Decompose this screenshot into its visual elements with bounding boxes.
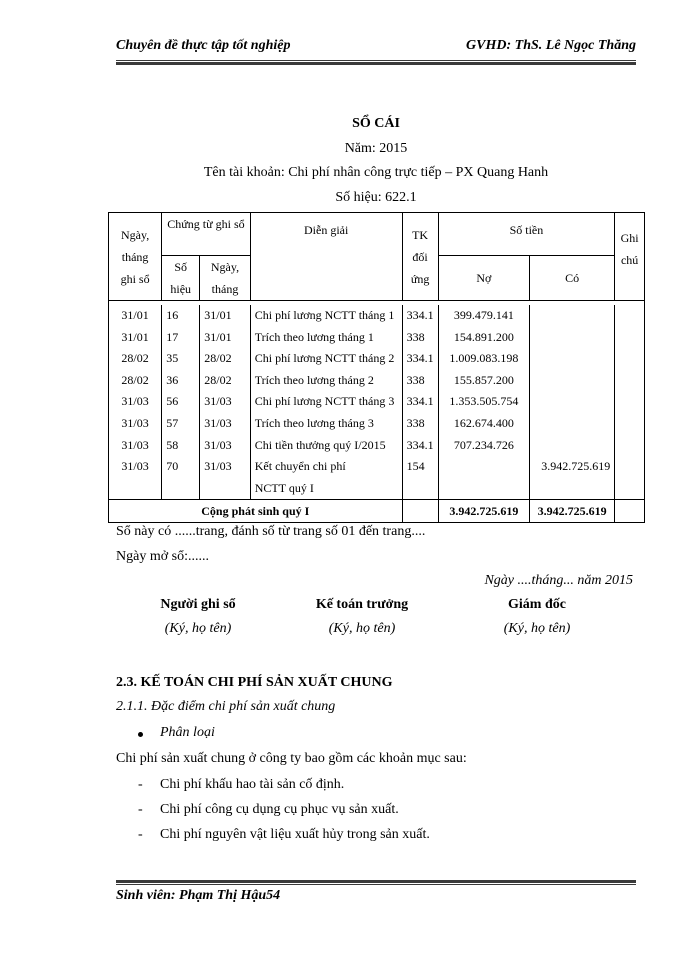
row-note: [615, 391, 645, 413]
col-voucher-date-header: Ngày, tháng: [200, 256, 251, 301]
row-voucher-date: 28/02: [200, 370, 251, 392]
row-date: 31/01: [109, 327, 162, 349]
row-date: 31/03: [109, 391, 162, 413]
col-voucher-header: Chứng từ ghi sổ: [162, 213, 251, 256]
row-debit: [438, 456, 529, 478]
signature-director: [447, 597, 627, 637]
row-tk: 334.1: [402, 348, 438, 370]
row-debit: 155.857.200: [438, 370, 529, 392]
row-description: Trích theo lương tháng 1: [250, 327, 402, 349]
table-row: [109, 327, 645, 349]
row-debit: 399.479.141: [438, 305, 529, 327]
col-desc-header: Diễn giải: [250, 213, 402, 301]
row-date: 31/03: [109, 456, 162, 478]
row-debit: 707.234.726: [438, 435, 529, 457]
total-label: Cộng phát sinh quý I: [109, 500, 403, 523]
table-row: [109, 348, 645, 370]
col-credit-header: Có: [530, 256, 615, 301]
row-voucher-no: 57: [162, 413, 200, 435]
header-left: Chuyên đề thực tập tốt nghiệp: [116, 38, 291, 53]
row-description: Chi phí lương NCTT tháng 3: [250, 391, 402, 413]
row-note: [615, 456, 645, 478]
ledger-account-no: Số hiệu: 622.1: [335, 190, 417, 205]
ledger-body: [109, 305, 645, 500]
row-voucher-no: 17: [162, 327, 200, 349]
table-row: [109, 435, 645, 457]
signature-title: Người ghi sổ: [160, 597, 236, 612]
row-debit: 1.353.505.754: [438, 391, 529, 413]
section-heading: 2.3. KẾ TOÁN CHI PHÍ SẢN XUẤT CHUNG: [116, 675, 393, 690]
list-item: Chi phí khấu hao tài sản cố định.: [160, 777, 345, 792]
footer-rule-thin: [116, 884, 636, 885]
col-voucher-no-header: Số hiệu: [162, 256, 200, 301]
row-voucher-no: 35: [162, 348, 200, 370]
row-date: 28/02: [109, 370, 162, 392]
row-tk: 334.1: [402, 435, 438, 457]
row-date: 31/01: [109, 305, 162, 327]
bullet-icon: [138, 732, 143, 737]
list-item: Chi phí công cụ dụng cụ phục vụ sản xuất.: [160, 802, 399, 817]
signature-sub: (Ký, họ tên): [164, 621, 232, 636]
col-amount-header: Số tiền: [438, 213, 615, 256]
row-debit: 154.891.200: [438, 327, 529, 349]
row-credit: [530, 327, 615, 349]
row-voucher-date: 28/02: [200, 348, 251, 370]
ledger-table: [108, 212, 645, 523]
row-voucher-date: 31/01: [200, 327, 251, 349]
row-credit: [530, 305, 615, 327]
row-note: [615, 413, 645, 435]
row-description: Chi phí lương NCTT tháng 1: [250, 305, 402, 327]
header-right: GVHD: ThS. Lê Ngọc Thăng: [466, 38, 636, 53]
signature-title: Kế toán trưởng: [315, 597, 409, 612]
row-voucher-date: 31/03: [200, 413, 251, 435]
signature-title: Giám đốc: [508, 597, 566, 612]
row-note: [615, 435, 645, 457]
table-row: [109, 456, 645, 478]
table-row: [109, 413, 645, 435]
list-item: Chi phí nguyên vật liệu xuất hủy trong sản xuất.: [160, 827, 430, 842]
row-voucher-no: [162, 478, 200, 500]
row-tk: [402, 478, 438, 500]
row-note: [615, 478, 645, 500]
signature-chief-accountant: [272, 597, 452, 637]
row-tk: 334.1: [402, 305, 438, 327]
footer-rule-thick: [116, 880, 636, 883]
table-row: [109, 305, 645, 327]
dash-icon: -: [138, 827, 143, 842]
row-tk: 338: [402, 370, 438, 392]
section-subheading: 2.1.1. Đặc điểm chi phí sản xuất chung: [116, 699, 336, 714]
row-voucher-no: 58: [162, 435, 200, 457]
header-rule-thick: [116, 62, 636, 65]
row-credit: [530, 435, 615, 457]
table-row: [109, 391, 645, 413]
total-debit: 3.942.725.619: [438, 500, 529, 523]
row-date: 31/03: [109, 435, 162, 457]
row-description: NCTT quý I: [250, 478, 402, 500]
row-description: Kết chuyển chi phí: [250, 456, 402, 478]
row-description: Trích theo lương tháng 3: [250, 413, 402, 435]
header-rule-thin: [116, 60, 636, 61]
row-note: [615, 327, 645, 349]
page-header: [116, 38, 636, 58]
row-description: Chi phí lương NCTT tháng 2: [250, 348, 402, 370]
date-line: Ngày ....tháng... năm 2015: [484, 573, 633, 588]
row-description: Trích theo lương tháng 2: [250, 370, 402, 392]
row-credit: [530, 478, 615, 500]
row-voucher-no: 56: [162, 391, 200, 413]
row-credit: [530, 370, 615, 392]
table-row: [109, 370, 645, 392]
row-debit: [438, 478, 529, 500]
row-tk: 334.1: [402, 391, 438, 413]
row-credit: [530, 391, 615, 413]
row-debit: 1.009.083.198: [438, 348, 529, 370]
row-voucher-date: 31/03: [200, 435, 251, 457]
dash-icon: -: [138, 777, 143, 792]
row-voucher-date: 31/03: [200, 456, 251, 478]
row-credit: 3.942.725.619: [530, 456, 615, 478]
bullet-text: Phân loại: [160, 725, 215, 740]
signature-sub: (Ký, họ tên): [328, 621, 396, 636]
page-footer: Sinh viên: Phạm Thị Hậu54: [116, 888, 281, 903]
col-note-header: Ghi chú: [615, 213, 645, 301]
dash-icon: -: [138, 802, 143, 817]
row-voucher-no: 70: [162, 456, 200, 478]
col-tk-header: TK đối ứng: [402, 213, 438, 301]
row-tk: 338: [402, 413, 438, 435]
col-debit-header: Nợ: [438, 256, 529, 301]
ledger-year: Năm: 2015: [344, 141, 408, 156]
table-row: [109, 478, 645, 500]
row-date: 31/03: [109, 413, 162, 435]
row-tk: 154: [402, 456, 438, 478]
row-date: [109, 478, 162, 500]
row-voucher-date: 31/01: [200, 305, 251, 327]
section-intro: Chi phí sản xuất chung ở công ty bao gồm các khoản mục sau:: [116, 751, 467, 766]
row-credit: [530, 348, 615, 370]
row-note: [615, 305, 645, 327]
row-description: Chi tiền thưởng quý I/2015: [250, 435, 402, 457]
row-voucher-no: 36: [162, 370, 200, 392]
signature-sub: (Ký, họ tên): [503, 621, 571, 636]
row-credit: [530, 413, 615, 435]
row-voucher-date: [200, 478, 251, 500]
row-debit: 162.674.400: [438, 413, 529, 435]
col-date-header: Ngày, tháng ghi sổ: [109, 213, 162, 301]
row-note: [615, 348, 645, 370]
open-date-note: Ngày mở sổ:......: [116, 549, 209, 564]
row-date: 28/02: [109, 348, 162, 370]
ledger-title: SỔ CÁI: [352, 116, 400, 131]
row-note: [615, 370, 645, 392]
total-credit: 3.942.725.619: [530, 500, 615, 523]
pages-note: Sổ này có ......trang, đánh số từ trang số 01 đến trang....: [116, 524, 426, 539]
row-tk: 338: [402, 327, 438, 349]
row-voucher-no: 16: [162, 305, 200, 327]
ledger-account-name: Tên tài khoản: Chi phí nhân công trực tiếp – PX Quang Hanh: [203, 165, 549, 180]
row-voucher-date: 31/03: [200, 391, 251, 413]
signature-recorder: [108, 597, 288, 637]
